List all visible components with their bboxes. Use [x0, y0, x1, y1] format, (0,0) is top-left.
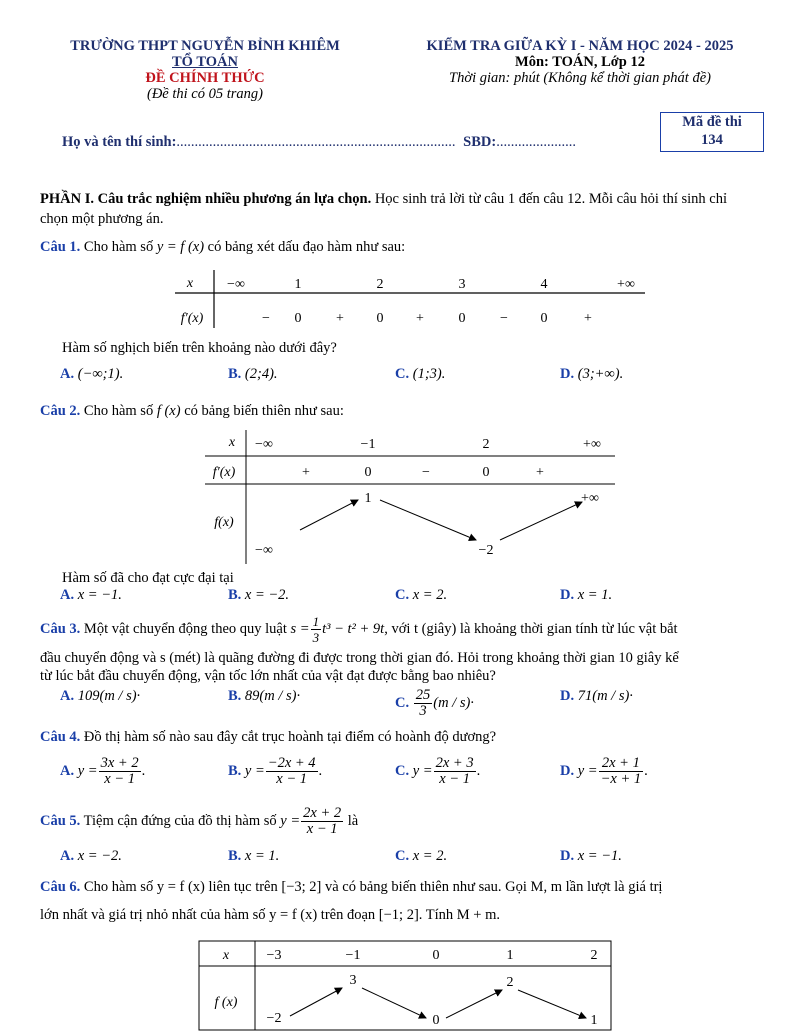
question-1-text: Cho hàm số — [80, 239, 157, 255]
motion-eq-lhs: s = — [290, 620, 310, 637]
vt6-x-label: x — [222, 948, 230, 963]
question-5-options — [60, 848, 760, 868]
fraction-denominator: x − 1 — [104, 771, 135, 787]
option-a[interactable] — [60, 848, 122, 865]
question-2 — [40, 401, 760, 421]
fraction-numerator: 3x + 2 — [100, 755, 139, 771]
variation-table-q6 — [198, 940, 612, 1032]
vt2-fval-min: −2 — [478, 543, 494, 558]
fraction-denominator: x − 1 — [276, 771, 308, 787]
vt6-x-value: −1 — [345, 948, 361, 963]
fraction-denominator: −x + 1 — [600, 771, 642, 787]
exam-code-value: 134 — [701, 132, 723, 148]
option-lhs: y = — [77, 762, 98, 779]
option-text: (−∞;1). — [77, 366, 124, 382]
option-text: x = −1. — [77, 587, 122, 603]
function-expr: y = f (x) — [156, 239, 205, 255]
option-fraction — [414, 688, 433, 719]
option-tail: . — [644, 762, 648, 779]
vt2-sign-zero: 0 — [364, 465, 372, 480]
option-letter: A. — [60, 762, 75, 779]
question-5-text: Tiệm cận đứng của đồ thị hàm số — [80, 812, 281, 829]
vt2-x-label: x — [228, 435, 236, 450]
vt2-fval-max: 1 — [364, 491, 372, 506]
question-1-label: Câu 1. — [40, 239, 81, 255]
option-c[interactable] — [395, 587, 447, 604]
option-c[interactable] — [395, 366, 445, 383]
vt2-x-value: 2 — [482, 437, 490, 452]
option-text: 89(m / s)· — [244, 688, 301, 704]
part-instructions: Học sinh trả lời từ câu 1 đến câu 12. Mỗi câu hỏi thí sinh chỉ chọn một phương án. — [40, 191, 728, 227]
option-letter: B. — [228, 688, 242, 704]
exam-time: Thời gian: phút (Không kể thời gian phát đề) — [449, 70, 711, 86]
option-b[interactable] — [228, 848, 279, 865]
exam-code-label: Mã đề thi — [682, 114, 742, 130]
sign-x-value: 1 — [294, 277, 302, 292]
option-fraction — [266, 756, 318, 787]
sign-table — [170, 268, 650, 330]
option-fraction — [99, 756, 141, 787]
question-4-label: Câu 4. — [40, 729, 81, 745]
option-fraction — [599, 756, 644, 787]
fraction-numerator: 2x + 3 — [435, 755, 474, 771]
fraction-denominator: 3 — [312, 630, 320, 645]
question-1-options — [60, 366, 760, 386]
option-text: x = 1. — [244, 848, 280, 864]
question-1 — [40, 237, 760, 257]
option-d[interactable] — [560, 756, 648, 787]
motion-eq-rest: t³ − t² + 9t — [322, 620, 385, 637]
vt2-x-value: −1 — [360, 437, 376, 452]
question-3-text-end: , với t (giây) là khoảng thời gian tính từ lúc vật bắt — [384, 620, 678, 637]
option-text: (2;4). — [244, 366, 278, 382]
question-4 — [40, 727, 760, 747]
sign-symbol: − — [262, 311, 270, 326]
fraction-numerator: 2x + 2 — [303, 805, 342, 821]
option-d[interactable] — [560, 688, 633, 705]
option-d[interactable] — [560, 366, 623, 383]
vt2-x-value: −∞ — [255, 437, 273, 452]
vt2-arrow-up-2 — [500, 502, 582, 540]
sign-symbol: + — [584, 311, 592, 326]
vt6-x-value: 0 — [432, 948, 440, 963]
option-text: x = 2. — [412, 587, 448, 603]
option-c[interactable] — [395, 688, 474, 719]
sbd-label: SBD: — [463, 134, 497, 150]
question-5 — [40, 806, 760, 846]
question-2-text: Cho hàm số — [80, 403, 157, 419]
question-2-text-end: có bảng biến thiên như sau: — [180, 403, 344, 419]
option-fraction — [434, 756, 476, 787]
vt2-fval-minus-inf: −∞ — [255, 543, 273, 558]
option-d[interactable] — [560, 848, 622, 865]
sign-x-value: 2 — [376, 277, 384, 292]
question-6-label: Câu 6. — [40, 879, 81, 895]
option-letter: A. — [60, 688, 75, 704]
page-count: (Đề thi có 05 trang) — [147, 86, 263, 102]
sign-symbol: + — [416, 311, 424, 326]
option-letter: A. — [60, 848, 75, 864]
vt6-fval-1: 3 — [349, 973, 357, 988]
exam-code-box — [660, 112, 764, 152]
question-2-label: Câu 2. — [40, 403, 81, 419]
question-3-label: Câu 3. — [40, 620, 81, 637]
vt6-arrow-3 — [446, 990, 502, 1018]
sign-symbol: + — [336, 311, 344, 326]
vt2-fp-label: f′(x) — [212, 465, 236, 480]
option-letter: D. — [560, 587, 575, 603]
option-d[interactable] — [560, 587, 612, 604]
option-a[interactable] — [60, 587, 122, 604]
function-expr: f (x) — [156, 403, 181, 419]
vt6-fval-3: 2 — [506, 975, 514, 990]
question-3-options — [60, 688, 760, 728]
vt6-arrow-1 — [290, 988, 342, 1016]
sign-zero: 0 — [540, 311, 548, 326]
option-c[interactable] — [395, 756, 480, 787]
vt6-arrow-4 — [518, 990, 586, 1018]
option-letter: B. — [228, 587, 242, 603]
option-lhs: y = — [244, 762, 265, 779]
option-text: 71(m / s)· — [577, 688, 633, 704]
question-4-options — [60, 756, 760, 796]
vt6-f-label: f (x) — [214, 995, 238, 1010]
option-b[interactable] — [228, 756, 322, 787]
option-letter: C. — [395, 762, 410, 779]
option-text: x = 2. — [412, 848, 448, 864]
sbd-dots: ...................... — [496, 134, 576, 150]
question-5-text-end: là — [344, 812, 359, 829]
vt6-x-value: 2 — [590, 948, 598, 963]
fraction-numerator: −2x + 4 — [267, 755, 316, 771]
sign-x-value: 3 — [458, 277, 466, 292]
option-b[interactable] — [228, 688, 300, 705]
option-a[interactable] — [60, 756, 145, 787]
vt2-sign-symbol: + — [536, 465, 544, 480]
exam-title: KIỂM TRA GIỮA KỲ I - NĂM HỌC 2024 - 2025 — [426, 38, 734, 54]
option-a[interactable] — [60, 366, 123, 383]
option-lhs: y = — [577, 762, 598, 779]
vt6-fval-0: −2 — [266, 1011, 282, 1026]
part-title: PHẦN I. Câu trắc nghiệm nhiều phương án lựa chọn. — [40, 191, 372, 207]
fraction-numerator: 25 — [415, 687, 431, 703]
sign-symbol: − — [500, 311, 508, 326]
option-a[interactable] — [60, 688, 140, 705]
vt6-border — [199, 941, 611, 1030]
option-b[interactable] — [228, 366, 278, 383]
school-name: TRƯỜNG THPT NGUYỄN BỈNH KHIÊM — [70, 38, 340, 54]
vt6-arrow-2 — [362, 988, 426, 1018]
option-letter: D. — [560, 366, 575, 382]
option-c[interactable] — [395, 848, 447, 865]
question-4-text: Đồ thị hàm số nào sau đây cắt trục hoành tại điểm có hoành độ dương? — [80, 729, 497, 745]
option-b[interactable] — [228, 587, 289, 604]
question-2-options — [60, 587, 760, 607]
vt2-sign-symbol: + — [302, 465, 310, 480]
sign-zero: 0 — [376, 311, 384, 326]
option-letter: C. — [395, 366, 410, 382]
vt6-fval-4: 1 — [590, 1013, 598, 1028]
option-letter: B. — [228, 848, 242, 864]
sign-zero: 0 — [458, 311, 466, 326]
q5-fraction — [301, 806, 343, 837]
sign-x-value: +∞ — [617, 277, 635, 292]
option-letter: A. — [60, 587, 75, 603]
question-5-label: Câu 5. — [40, 812, 81, 829]
option-text: 109(m / s)· — [77, 688, 141, 704]
variation-table-q2 — [200, 428, 620, 568]
option-letter: C. — [395, 848, 410, 864]
motion-eq-fraction — [311, 614, 322, 645]
option-letter: B. — [228, 762, 242, 779]
sign-x-value: −∞ — [227, 277, 245, 292]
option-letter: D. — [560, 688, 575, 704]
sign-zero: 0 — [294, 311, 302, 326]
question-3 — [40, 614, 760, 648]
fraction-denominator: x − 1 — [306, 821, 338, 837]
option-text: x = −1. — [577, 848, 622, 864]
question-1-text-end: có bảng xét dấu đạo hàm như sau: — [204, 239, 406, 255]
fraction-denominator: 3 — [419, 703, 427, 719]
option-lhs: y = — [412, 762, 433, 779]
option-text: (3;+∞). — [577, 366, 624, 382]
question-3-text: Một vật chuyển động theo quy luật — [80, 620, 291, 637]
vt6-x-value: −3 — [266, 948, 282, 963]
question-6-line-1: Cho hàm số y = f (x) liên tục trên [−3; 2] và có bảng biến thiên như sau. Gọi M, m lần lượt là giá trị — [80, 879, 663, 895]
q5-expr-lhs: y = — [280, 812, 301, 829]
subject: Môn: TOÁN, Lớp 12 — [515, 54, 645, 70]
department: TỔ TOÁN — [172, 54, 238, 70]
official-label: ĐỀ CHÍNH THỨC — [145, 70, 265, 86]
vt6-fval-2: 0 — [432, 1013, 440, 1028]
part-heading — [40, 189, 758, 229]
question-6-line-2: lớn nhất và giá trị nhỏ nhất của hàm số y = f (x) trên đoạn [−1; 2]. Tính M + m. — [40, 907, 500, 923]
option-letter: C. — [395, 694, 410, 711]
option-letter: C. — [395, 587, 410, 603]
question-3-line-2: đầu chuyển động và s (mét) là quãng đường đi được trong thời gian đó. Hỏi trong khoảng thời gian 10 giây kể — [40, 650, 679, 666]
vt6-x-value: 1 — [506, 948, 514, 963]
option-text: x = −2. — [244, 587, 290, 603]
question-1-prompt: Hàm số nghịch biến trên khoảng nào dưới đây? — [62, 340, 337, 356]
vt2-x-value: +∞ — [583, 437, 601, 452]
fraction-numerator: 1 — [312, 614, 320, 629]
sign-x-value: 4 — [540, 277, 548, 292]
name-label: Họ và tên thí sinh: — [62, 134, 177, 150]
question-6 — [40, 876, 760, 898]
name-dots: ............................................................................. — [176, 134, 456, 150]
vt2-arrow-up-1 — [300, 500, 358, 530]
candidate-info — [62, 134, 576, 150]
sign-fp-label: f′(x) — [180, 311, 204, 326]
option-tail: . — [318, 762, 323, 779]
option-letter: D. — [560, 762, 575, 779]
option-text: (m / s)· — [433, 694, 474, 711]
option-letter: A. — [60, 366, 75, 382]
fraction-denominator: x − 1 — [439, 771, 470, 787]
question-2-prompt: Hàm số đã cho đạt cực đại tại — [62, 570, 234, 586]
vt2-sign-zero: 0 — [482, 465, 490, 480]
option-text: (1;3). — [412, 366, 446, 382]
vt2-f-label: f(x) — [214, 515, 234, 530]
vt2-fval-plus-inf: +∞ — [581, 491, 599, 506]
vt2-arrow-down — [380, 500, 476, 540]
option-letter: B. — [228, 366, 242, 382]
option-text: x = 1. — [577, 587, 613, 603]
option-tail: . — [476, 762, 481, 779]
sign-x-label: x — [186, 276, 194, 291]
vt2-sign-symbol: − — [422, 465, 430, 480]
question-3-line-3: từ lúc bắt đầu chuyển động, vận tốc lớn nhất của vật đạt được bằng bao nhiêu? — [40, 668, 496, 684]
option-letter: D. — [560, 848, 575, 864]
fraction-numerator: 2x + 1 — [599, 756, 644, 772]
option-tail: . — [141, 762, 146, 779]
option-text: x = −2. — [77, 848, 122, 864]
